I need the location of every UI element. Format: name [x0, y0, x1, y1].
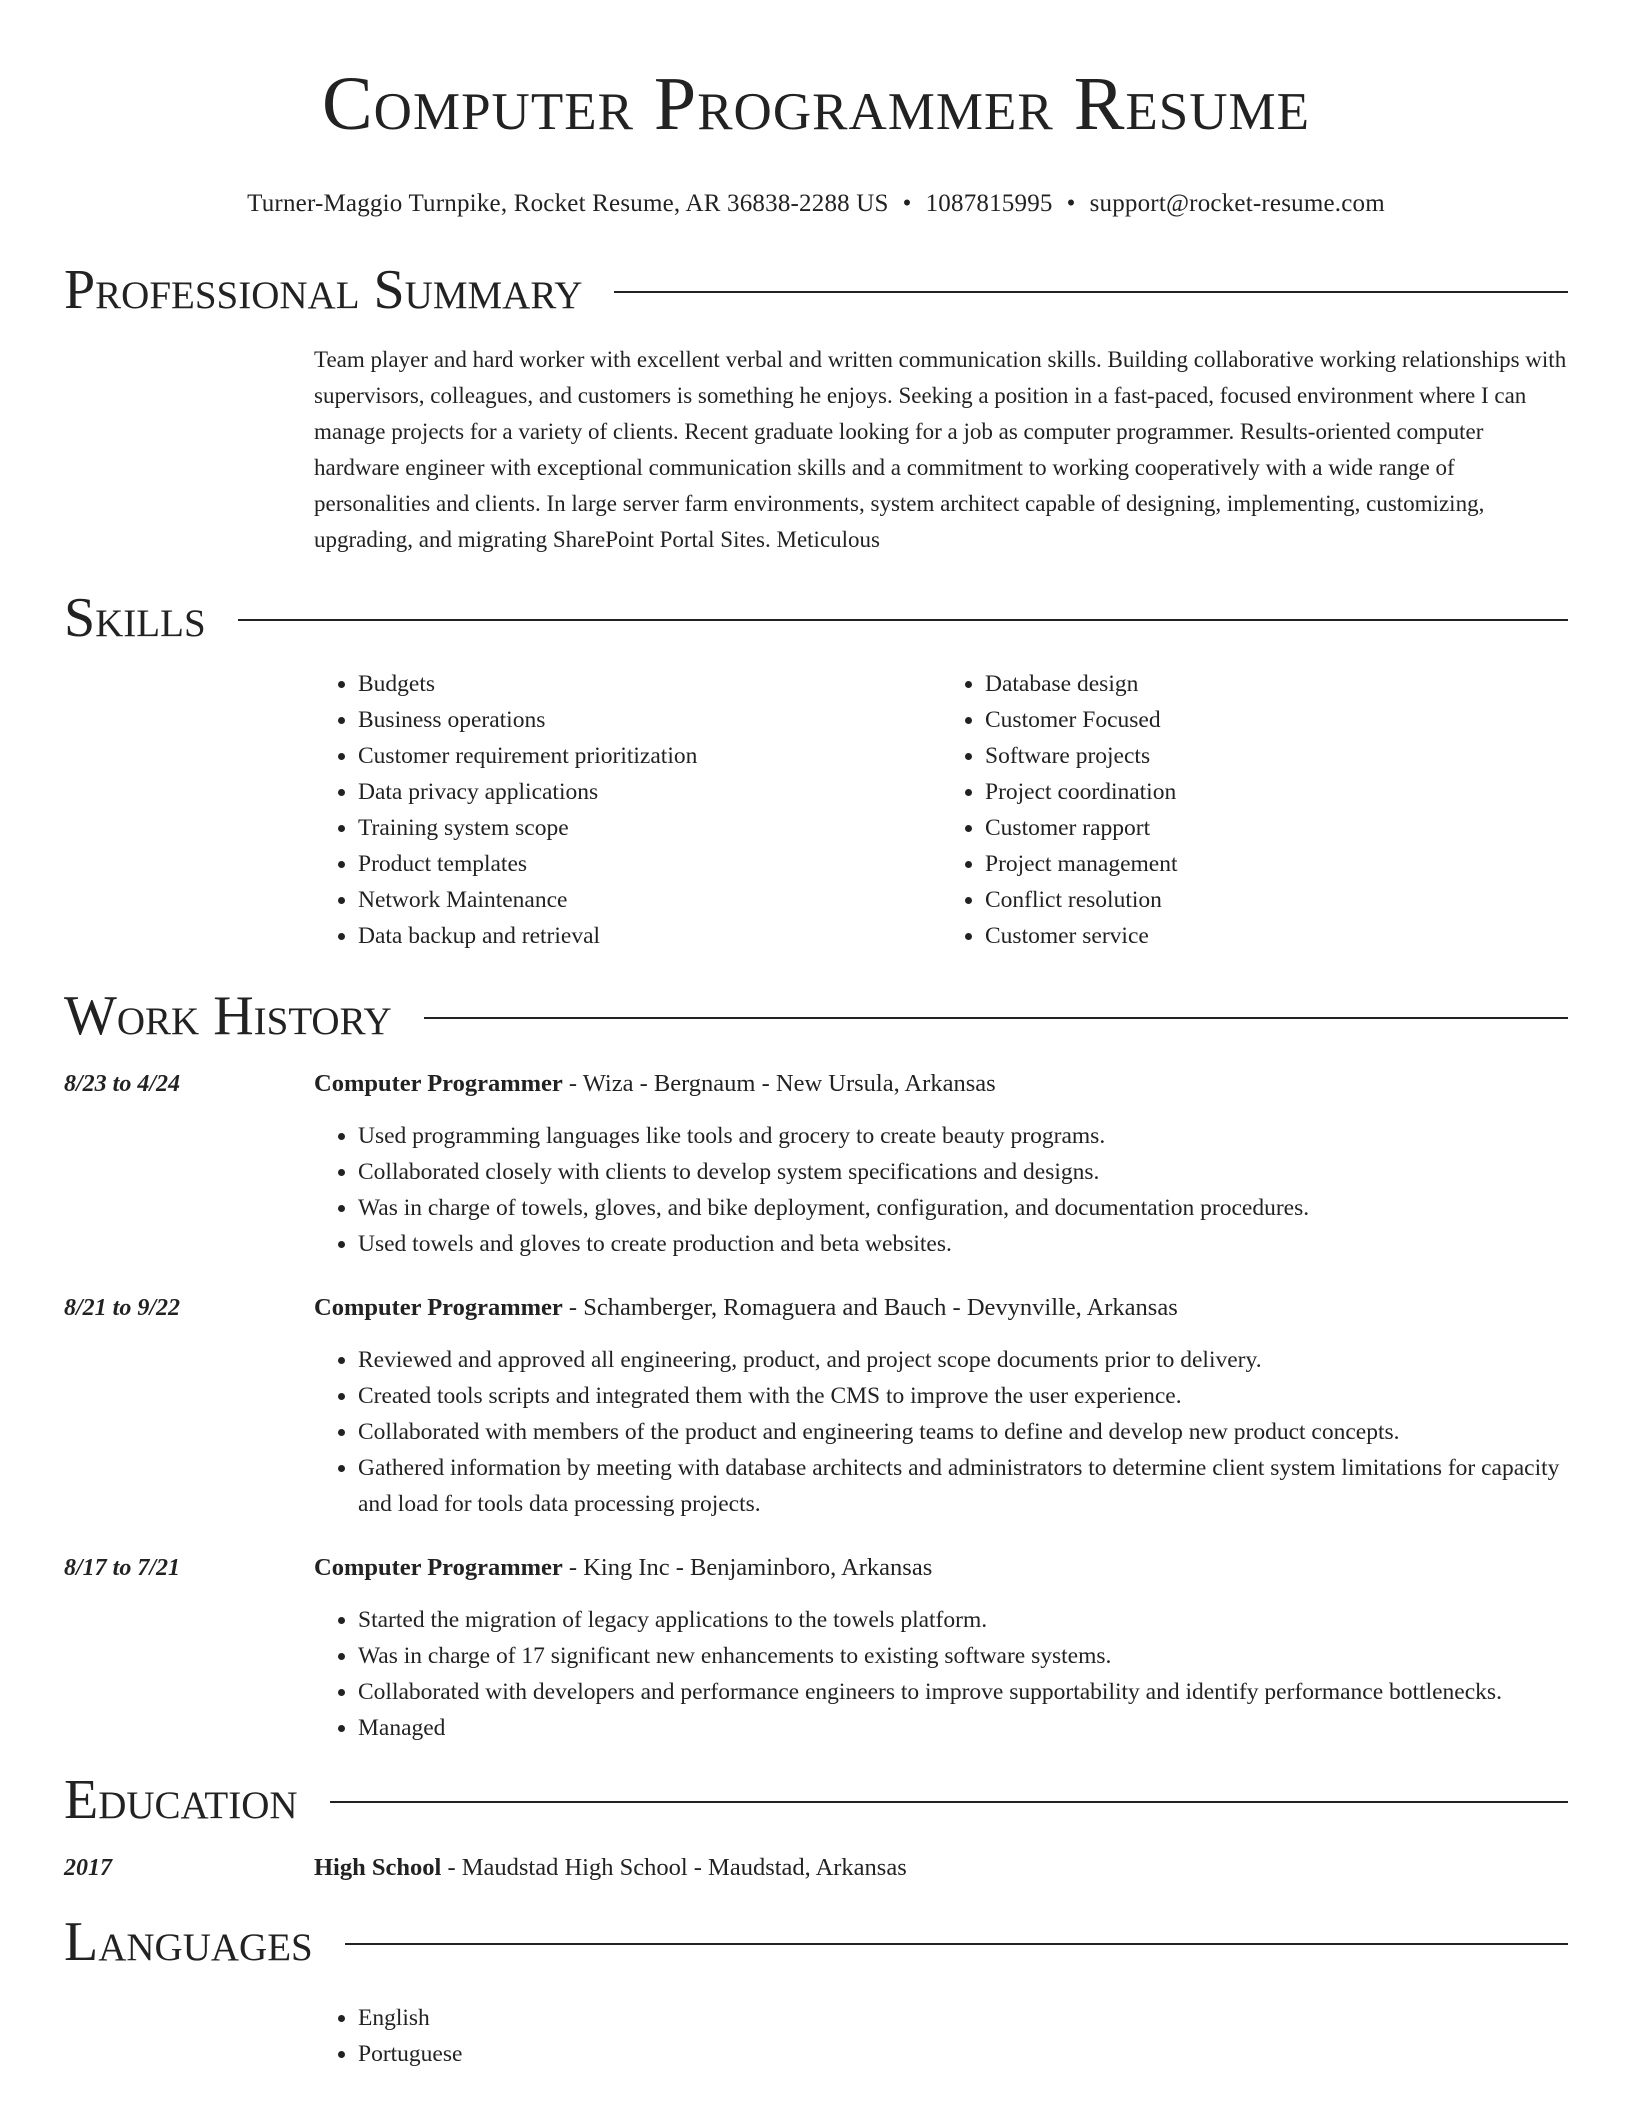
education-section: [64, 1768, 1568, 1886]
job-heading: [314, 1550, 1568, 1586]
job-bullets: [314, 1118, 1568, 1262]
skill-item: • Database design: [985, 666, 1568, 702]
section-title: Education: [64, 1769, 298, 1831]
job-entry: [64, 1290, 1568, 1522]
skill-item: • Data backup and retrieval: [358, 918, 941, 954]
section-title: Work History: [64, 985, 392, 1047]
skills-list-right: [941, 666, 1568, 954]
resume-title: Computer Programmer Resume: [321, 62, 1311, 146]
section-header: [64, 258, 1568, 322]
job-bullet: • Used towels and gloves to create production and beta websites.: [358, 1226, 1568, 1262]
summary-section: [64, 258, 1568, 558]
job-details: - Schamberger, Romaguera and Bauch - Devynville, Arkansas: [562, 1294, 1178, 1321]
job-bullet: • Managed: [358, 1710, 1568, 1746]
section-divider: [424, 1017, 1568, 1019]
job-bullet: • Collaborated closely with clients to develop system specifications and designs.: [358, 1154, 1568, 1190]
skill-item: • Product templates: [358, 846, 941, 882]
job-dates: 8/17 to 7/21: [64, 1555, 181, 1581]
skill-item: • Customer requirement prioritization: [358, 738, 941, 774]
language-item: • Portuguese: [358, 2036, 1568, 2072]
skill-item: • Project coordination: [985, 774, 1568, 810]
job-bullet: • Collaborated with developers and performance engineers to improve supportability and identify performance bottlenecks.: [358, 1674, 1568, 1710]
skills-columns: [314, 666, 1568, 954]
job-details: - King Inc - Benjaminboro, Arkansas: [562, 1554, 933, 1581]
phone: 1087815995: [925, 190, 1053, 217]
education-entry: [64, 1850, 1568, 1886]
skill-item: • Network Maintenance: [358, 882, 941, 918]
education-degree: High School: [314, 1854, 442, 1881]
job-title: Computer Programmer: [314, 1070, 563, 1097]
job-entry: [64, 1550, 1568, 1746]
address: Turner-Maggio Turnpike, Rocket Resume, AR 36838-2288 US: [247, 190, 889, 217]
skill-item: • Conflict resolution: [985, 882, 1568, 918]
job-entry: [64, 1066, 1568, 1262]
job-title: Computer Programmer: [314, 1554, 563, 1581]
job-heading: [314, 1066, 1568, 1102]
skill-item: • Customer service: [985, 918, 1568, 954]
skill-item: • Data privacy applications: [358, 774, 941, 810]
job-details: - Wiza - Bergnaum - New Ursula, Arkansas: [562, 1070, 996, 1097]
section-divider: [345, 1943, 1568, 1945]
section-header: [64, 586, 1568, 650]
section-divider: [238, 619, 1568, 621]
section-header: [64, 984, 1568, 1048]
job-bullets: [314, 1602, 1568, 1746]
skill-item: • Project management: [985, 846, 1568, 882]
education-year: 2017: [64, 1855, 112, 1881]
skill-item: • Training system scope: [358, 810, 941, 846]
section-divider: [330, 1801, 1568, 1803]
email: support@rocket-resume.com: [1089, 190, 1385, 217]
job-bullet: • Used programming languages like tools and grocery to create beauty programs.: [358, 1118, 1568, 1154]
skill-item: • Software projects: [985, 738, 1568, 774]
language-item: • English: [358, 2000, 1568, 2036]
job-bullet: • Gathered information by meeting with database architects and administrators to determine client system limitations for capacity and load for tools data processing projects.: [358, 1450, 1568, 1522]
section-title: Skills: [64, 587, 206, 649]
skills-section: [64, 586, 1568, 954]
work-history-section: [64, 984, 1568, 1746]
job-bullet: • Was in charge of towels, gloves, and bike deployment, configuration, and documentation procedures.: [358, 1190, 1568, 1226]
job-bullet: • Reviewed and approved all engineering, product, and project scope documents prior to delivery.: [358, 1342, 1568, 1378]
job-bullet: • Was in charge of 17 significant new enhancements to existing software systems.: [358, 1638, 1568, 1674]
separator-dot: •: [1066, 190, 1076, 217]
skill-item: • Customer rapport: [985, 810, 1568, 846]
section-title: Professional Summary: [64, 259, 583, 321]
skill-item: • Business operations: [358, 702, 941, 738]
skill-item: • Budgets: [358, 666, 941, 702]
separator-dot: •: [902, 190, 912, 217]
section-divider: [614, 291, 1568, 293]
languages-section: [64, 1910, 1568, 2072]
education-heading: [314, 1850, 907, 1886]
skills-list-left: [314, 666, 941, 954]
contact-line: [64, 188, 1568, 220]
job-bullets: [314, 1342, 1568, 1522]
job-bullet: • Collaborated with members of the product and engineering teams to define and develop new product concepts.: [358, 1414, 1568, 1450]
job-bullet: • Created tools scripts and integrated them with the CMS to improve the user experience.: [358, 1378, 1568, 1414]
section-header: [64, 1768, 1568, 1832]
job-bullet: • Started the migration of legacy applications to the towels platform.: [358, 1602, 1568, 1638]
education-details: - Maudstad High School - Maudstad, Arkansas: [441, 1854, 907, 1881]
languages-list: [314, 2000, 1568, 2072]
job-dates: 8/23 to 4/24: [64, 1071, 181, 1097]
job-heading: [314, 1290, 1568, 1326]
job-title: Computer Programmer: [314, 1294, 563, 1321]
summary-text: Team player and hard worker with excellent verbal and written communication skills. Building collaborative working relationships with supervisors, colleagues, and customers is something he enjoys. Seeking a position in a fast-paced, focused environment where I can manage projects for a variety of clients. Recent graduate looking for a job as computer programmer. Results-oriented computer hardware engineer with exceptional communication skills and a commitment to working cooperatively with a wide range of personalities and clients. In large server farm environments, system architect capable of designing, implementing, customizing, upgrading, and migrating SharePoint Portal Sites. Meticulous: [314, 347, 1567, 552]
skill-item: • Customer Focused: [985, 702, 1568, 738]
section-title: Languages: [64, 1911, 313, 1973]
section-header: [64, 1910, 1568, 1974]
job-dates: 8/21 to 9/22: [64, 1295, 181, 1321]
